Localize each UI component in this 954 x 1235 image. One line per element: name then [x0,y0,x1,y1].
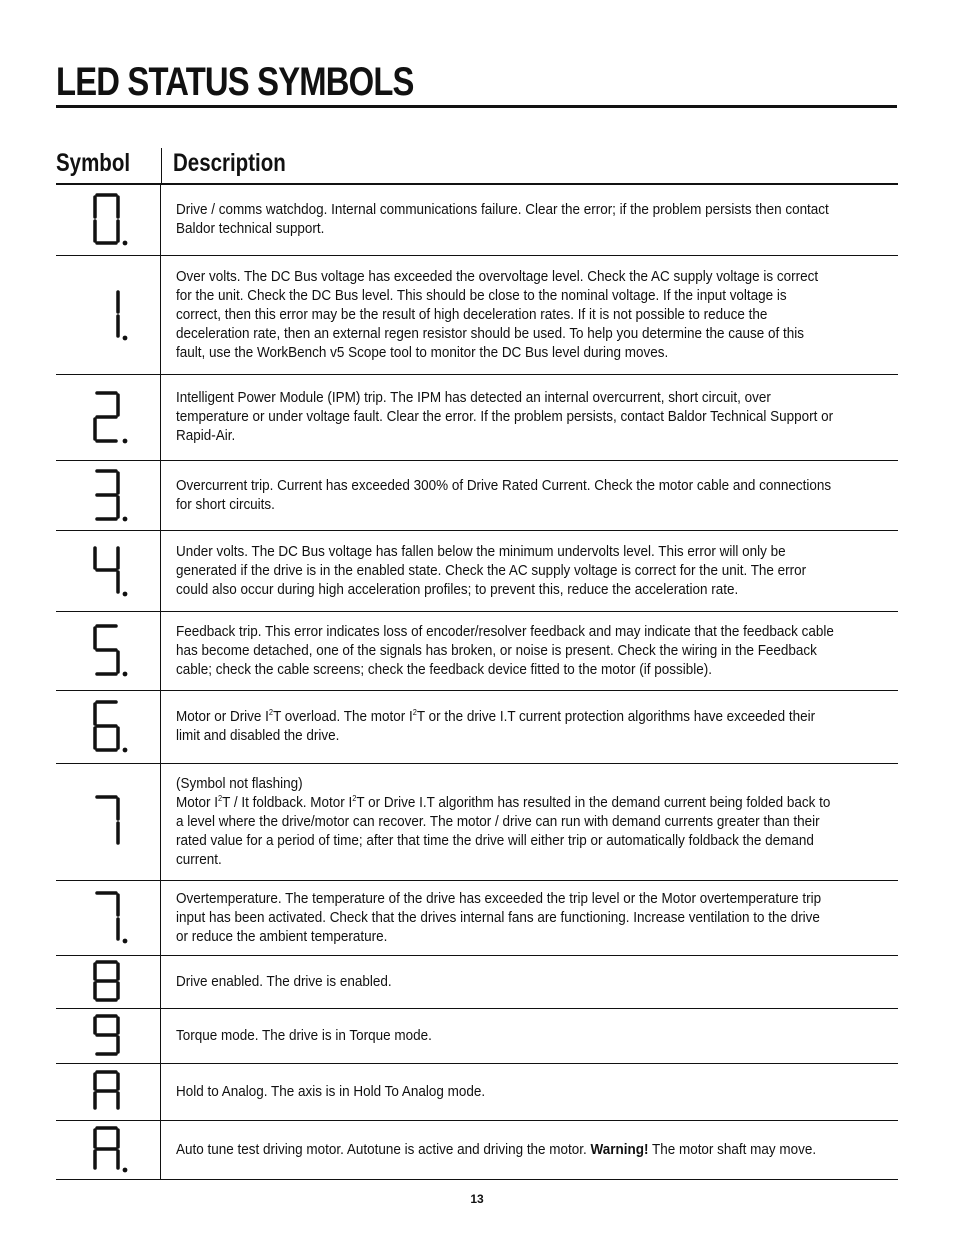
seven-segment-1-dot-icon [78,287,138,343]
seven-segment-7-dot-icon [78,890,138,946]
symbol-cell [56,256,161,374]
table-row [56,531,898,612]
symbol-cell [56,375,161,460]
description-cell [161,461,898,530]
decimal-point [123,939,128,944]
description-text: Motor or Drive $I^2T$ overload. The motor $I^2T$ or the drive I.T current protection algorithms have exceeded their limit and disabled the drive. [176,708,816,744]
decimal-point [123,438,128,443]
seven-segment-5-dot-icon [78,623,138,679]
symbol-cell [56,764,161,880]
description-column-header: Description [173,149,286,177]
table-row [56,956,898,1009]
description-text: Hold to Analog. The axis is in Hold To Analog mode. [176,1083,486,1100]
table-row [56,764,898,881]
symbol-cell [56,691,161,763]
table-row [56,185,898,256]
seven-segment-8-icon [78,959,138,1005]
seven-segment-2-dot-icon [78,390,138,446]
page-title: LED STATUS SYMBOLS [56,60,414,104]
decimal-point [123,336,128,341]
symbol-cell [56,612,161,690]
description-cell [161,691,898,763]
symbol-column-header: Symbol [56,149,131,177]
table-row [56,461,898,531]
symbol-cell [56,185,161,255]
seven-segment-A-dot-icon [78,1125,138,1175]
seven-segment-A-icon [78,1069,138,1115]
description-text: Overcurrent trip. Current has exceeded 300% of Drive Rated Current. Check the motor cable and connections for short circuits. [176,477,832,513]
decimal-point [123,241,128,246]
seven-segment-4-dot-icon [78,543,138,599]
description-text: Drive / comms watchdog. Internal communications failure. Clear the error; if the problem persists then contact Baldor technical support. [176,202,829,237]
table-row [56,1121,898,1180]
symbol-cell [56,1064,161,1120]
description-cell [161,1064,898,1120]
seven-segment-9-icon [78,1013,138,1059]
seven-segment-7-icon [78,794,138,850]
description-cell [161,185,898,255]
description-text: Over volts. The DC Bus voltage has exceeded the overvoltage level. Check the AC supply voltage is correct for the unit. Check the DC Bus level. This should be close to the nominal voltage. If the input voltage is correct, then this error may be the result of high deceleration rates. If it is not possible to reduce the deceleration rate, then an external regen resistor should be used. To help you determine the cause of this fault, use the WorkBench v5 Scope tool to monitor the DC Bus level during moves. [176,268,819,361]
description-cell [161,1121,898,1179]
warning-label: Warning! [590,1141,649,1158]
description-cell [161,612,898,690]
description-text: Overtemperature. The temperature of the drive has exceeded the trip level or the Motor overtemperature trip input has been activated. Check that the drives internal fans are functioning. Increase ventilation to the drive or reduce the ambient temperature. [176,890,822,945]
header-divider [161,148,162,184]
seven-segment-3-dot-icon [78,468,138,524]
symbol-cell [56,881,161,955]
symbol-cell [56,956,161,1008]
description-cell [161,1009,898,1063]
table-row [56,612,898,691]
table-row [56,375,898,461]
symbol-cell [56,1009,161,1063]
description-cell [161,375,898,460]
title-rule [56,105,897,108]
decimal-point [123,592,128,597]
description-cell [161,764,898,880]
symbol-cell [56,531,161,611]
decimal-point [123,1168,128,1173]
led-status-table [56,185,898,1180]
description-text: Drive enabled. The drive is enabled. [176,973,392,990]
decimal-point [123,672,128,677]
description-text: Feedback trip. This error indicates loss of encoder/resolver feedback and may indicate that the feedback cable has become detached, one of the signals has broken, or noise is present. Check the wiring in the Feedback cable; check the cable screens; check the feedback device fitted to the motor (if possible). [176,623,834,678]
description-cell [161,956,898,1008]
description-cell [161,881,898,955]
symbol-cell [56,1121,161,1179]
table-row [56,256,898,375]
table-row [56,691,898,764]
table-row [56,1064,898,1121]
description-note: (Symbol not flashing) [176,775,303,792]
decimal-point [123,516,128,521]
decimal-point [123,748,128,753]
seven-segment-6-dot-icon [78,699,138,755]
table-row [56,881,898,956]
page-number: 13 [470,1192,484,1206]
symbol-cell [56,461,161,530]
description-text: Auto tune test driving motor. Autotune is active and driving the motor. Warning! The motor shaft may move. [176,1141,817,1158]
seven-segment-0-dot-icon [78,192,138,248]
description-cell [161,256,898,374]
description-text: Intelligent Power Module (IPM) trip. The IPM has detected an internal overcurrent, short circuit, over temperature or under voltage fault. Clear the error. If the problem persists, contact Baldor Technical Support or Rapid-Air. [176,390,834,444]
description-cell [161,531,898,611]
description-text: Under volts. The DC Bus voltage has fallen below the minimum undervolts level. This error will only be generated if the drive is in the enabled state. Check the AC supply voltage is correct for the unit. The error could also occur during high acceleration profiles; to prevent this, reduce the acceleration rate. [176,543,807,598]
description-text: Motor $I^2T$ / It foldback. Motor $I^2T$ or Drive I.T algorithm has resulted in the demand current being folded back to a level where the drive/motor can recover. The motor / drive can run with demand currents greater than their rated value for a period of time; after that time the drive will either trip or automatically foldback the demand current. [176,793,831,868]
table-row [56,1009,898,1064]
description-text: Torque mode. The drive is in Torque mode. [176,1027,432,1044]
